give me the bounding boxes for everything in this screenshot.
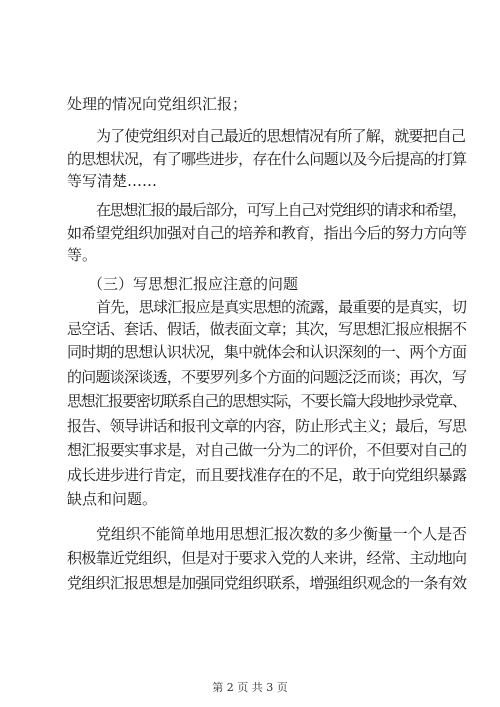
paragraph-6-line-1: 党组织不能简单地用思想汇报次数的多少衡量一个人是否: [96, 525, 467, 543]
paragraph-3-line-3: 等。: [67, 246, 98, 264]
paragraph-6-line-3: 党组织汇报思想是加强同党组织联系，增强组织观念的一条有效: [67, 574, 467, 592]
paragraph-6-line-2: 积极靠近党组织，但是对于要求入党的人来讲，经常、主动地向: [67, 549, 467, 567]
section-heading: （三）写思想汇报应注意的问题: [88, 275, 299, 293]
page-number-footer: 第 2 页 共 3 页: [212, 681, 288, 694]
paragraph-5-line-8: 成长进步进行肯定，而且要找准存在的不足，敢于向党组织暴露: [67, 466, 467, 484]
paragraph-5-line-2: 忌空话、套话、假话，做表面文章；其次，写思想汇报应根据不: [67, 320, 467, 338]
paragraph-5-line-1: 首先，思球汇报应是真实思想的流露，最重要的是真实，切: [96, 298, 467, 316]
paragraph-2-line-2: 的思想状况，有了哪些进步，存在什么问题以及今后提高的打算: [67, 150, 467, 168]
paragraph-2-line-3: 等写清楚……: [67, 172, 158, 190]
paragraph-1-line-1: 处理的情况向党组织汇报；: [67, 95, 248, 113]
paragraph-3-line-2: 如希望党组织加强对自己的培养和教育，指出今后的努力方向等: [67, 224, 467, 242]
paragraph-5-line-9: 缺点和问题。: [67, 490, 158, 508]
paragraph-5-line-4: 的问题谈深谈透，不要罗列多个方面的问题泛泛而谈；再次，写: [67, 368, 467, 386]
paragraph-5-line-6: 报告、领导讲话和报刊文章的内容，防止形式主义；最后，写思: [67, 417, 467, 435]
paragraph-3-line-1: 在思想汇报的最后部分，可写上自己对党组织的请求和希望，: [96, 201, 466, 219]
paragraph-5-line-5: 思想汇报要密切联系自己的思想实际，不要长篇大段地抄录党章、: [67, 392, 466, 410]
paragraph-5-line-3: 同时期的思想认识状况，集中就体会和认识深刻的一、两个方面: [67, 343, 467, 361]
paragraph-2-line-1: 为了使党组织对自己最近的思想情况有所了解，就要把自己: [96, 127, 466, 145]
paragraph-5-line-7: 想汇报要实事求是，对自己做一分为二的评价，不但要对自己的: [67, 441, 467, 459]
